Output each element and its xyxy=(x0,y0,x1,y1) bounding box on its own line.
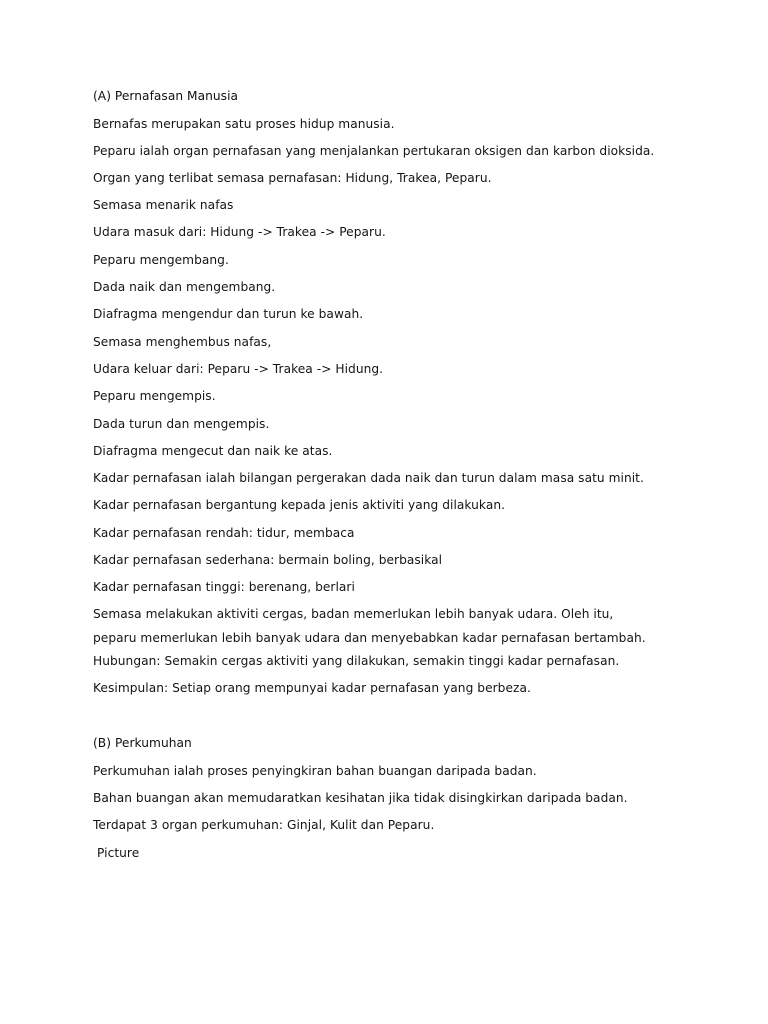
picture-label: Picture xyxy=(97,846,140,860)
paragraph-line: Udara keluar dari: Peparu -> Trakea -> Hidung. xyxy=(93,362,384,376)
paragraph-line: Semasa menghembus nafas, xyxy=(93,335,272,349)
paragraph-line: Diafragma mengecut dan naik ke atas. xyxy=(93,444,333,458)
paragraph-line: Perkumuhan ialah proses penyingkiran bahan buangan daripada badan. xyxy=(93,764,537,778)
paragraph-line: Terdapat 3 organ perkumuhan: Ginjal, Kulit dan Peparu. xyxy=(93,818,435,832)
paragraph-line: Bernafas merupakan satu proses hidup manusia. xyxy=(93,117,395,131)
paragraph-line: Kadar pernafasan tinggi: berenang, berlari xyxy=(93,580,355,594)
paragraph-line: Peparu mengembang. xyxy=(93,253,229,267)
paragraph-line: Organ yang terlibat semasa pernafasan: Hidung, Trakea, Peparu. xyxy=(93,171,492,185)
paragraph-line: Dada turun dan mengempis. xyxy=(93,417,270,431)
section-a-heading: (A) Pernafasan Manusia xyxy=(93,89,239,103)
paragraph-line: Kadar pernafasan sederhana: bermain boling, berbasikal xyxy=(93,553,443,567)
paragraph-line: Kadar pernafasan ialah bilangan pergerakan dada naik dan turun dalam masa satu minit. xyxy=(93,471,644,485)
paragraph-line: Kadar pernafasan bergantung kepada jenis aktiviti yang dilakukan. xyxy=(93,498,506,512)
paragraph-line: Semasa menarik nafas xyxy=(93,198,234,212)
section-b-heading: (B) Perkumuhan xyxy=(93,736,192,750)
paragraph-line: Peparu mengempis. xyxy=(93,389,216,403)
paragraph-line: Diafragma mengendur dan turun ke bawah. xyxy=(93,307,364,321)
conclusion-line: Kesimpulan: Setiap orang mempunyai kadar pernafasan yang berbeza. xyxy=(93,681,531,695)
paragraph-line: Dada naik dan mengembang. xyxy=(93,280,276,294)
activity-paragraph: Semasa melakukan aktiviti cergas, badan memerlukan lebih banyak udara. Oleh itu, peparu memerlukan lebih banyak udara dan menyebabkan kadar pernafasan bertambah. xyxy=(93,607,646,645)
paragraph-line: Bahan buangan akan memudaratkan kesihatan jika tidak disingkirkan daripada badan. xyxy=(93,791,628,805)
paragraph-line: Udara masuk dari: Hidung -> Trakea -> Peparu. xyxy=(93,225,386,239)
paragraph-line: Kadar pernafasan rendah: tidur, membaca xyxy=(93,526,355,540)
paragraph-line: Peparu ialah organ pernafasan yang menjalankan pertukaran oksigen dan karbon dioksida. xyxy=(93,144,655,158)
relationship-line: Hubungan: Semakin cergas aktiviti yang dilakukan, semakin tinggi kadar pernafasan. xyxy=(93,654,620,668)
